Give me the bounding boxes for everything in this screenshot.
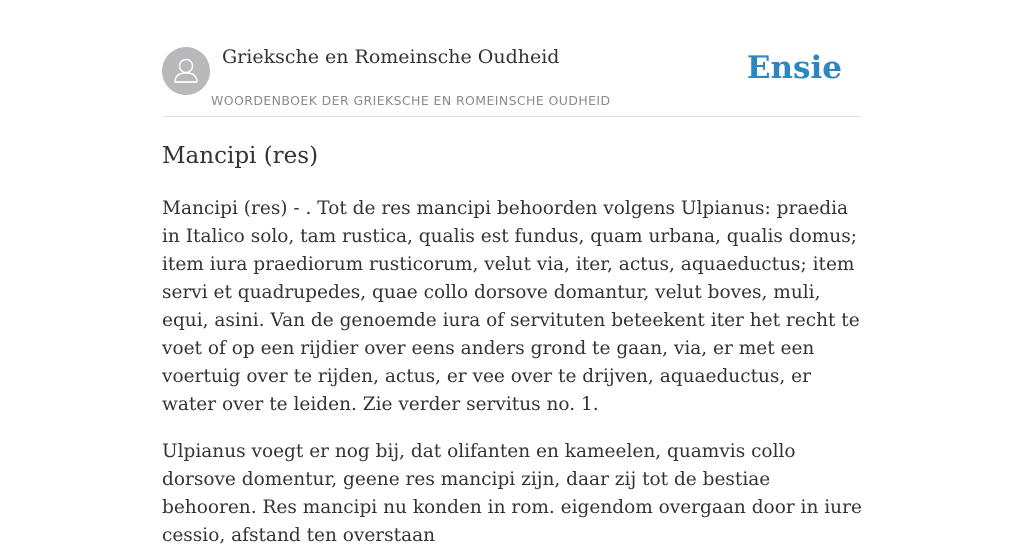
entry-title: Mancipi (res) [162, 143, 319, 169]
page [162, 0, 862, 550]
source-title-link[interactable]: Grieksche en Romeinsche Oudheid [222, 46, 560, 68]
source-avatar[interactable] [162, 47, 210, 95]
ensie-logo-link[interactable]: Ensie [746, 50, 842, 86]
entry-body [162, 195, 862, 550]
source-header [162, 0, 862, 117]
entry-paragraph: Mancipi (res) - . Tot de res mancipi behoorden volgens Ulpianus: praedia in Italico solo, tam rustica, qualis est fundus, quam urbana, qualis domus; item iura praediorum rusticorum, velut via, iter, actus, aquaeductus; item servi et quadrupedes, quae collo dorsove domantur, velut boves, muli, equi, asini. Van de genoemde iura of servituten beteekent iter het recht te voet of op een rijdier over eens anders grond te gaan, via, er met een voertuig over te rijden, actus, er vee over te drijven, aquaeductus, er water over te leiden. Zie verder servitus no. 1. [162, 198, 860, 415]
source-subtitle: WOORDENBOEK DER GRIEKSCHE EN ROMEINSCHE OUDHEID [211, 93, 611, 108]
user-icon [162, 47, 210, 95]
entry-paragraph: Ulpianus voegt er nog bij, dat olifanten en kameelen, quamvis collo dorsove domentur, geene res mancipi zijn, daar zij tot de bestiae behooren. Res mancipi nu konden in rom. eigendom overgaan door in iure cessio, afstand ten overstaan [162, 441, 862, 546]
